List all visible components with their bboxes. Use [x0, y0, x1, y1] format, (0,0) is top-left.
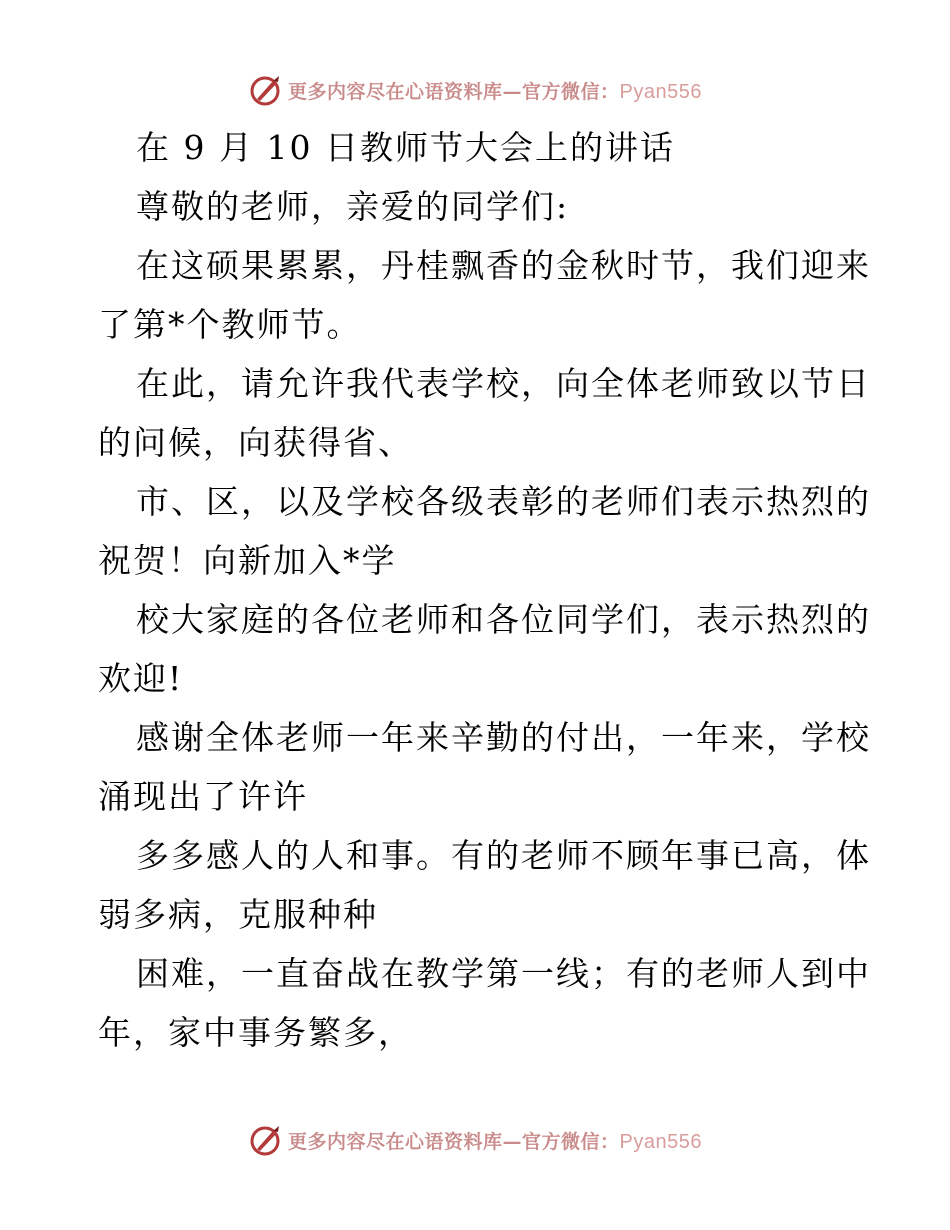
text-line: 祝贺！向新加入*学 — [98, 541, 397, 580]
text-line: 在这硕果累累，丹桂飘香的金秋时节，我们迎来 — [136, 246, 871, 285]
text-line: 弱多病，克服种种 — [98, 895, 378, 934]
text-line: 市、区，以及学校各级表彰的老师们表示热烈的 — [136, 482, 871, 521]
watermark-text: 更多内容尽在心语资料库—官方微信：Pyan556 — [288, 1130, 702, 1153]
text-line: 多多感人的人和事。有的老师不顾年事已高，体 — [136, 836, 871, 875]
watermark-text: 更多内容尽在心语资料库—官方微信：Pyan556 — [288, 80, 702, 103]
quill-seal-logo-icon — [248, 1123, 282, 1157]
text-line: 涌现出了许许 — [98, 777, 308, 816]
text-line: 困难，一直奋战在教学第一线；有的老师人到中 — [136, 954, 871, 993]
footer-watermark — [0, 1118, 950, 1162]
header-watermark — [0, 68, 950, 112]
text-line: 在此，请允许我代表学校，向全体老师致以节日 — [136, 364, 871, 403]
text-line: 年，家中事务繁多， — [98, 1013, 413, 1052]
text-line: 感谢全体老师一年来辛勤的付出，一年来，学校 — [136, 718, 871, 757]
text-line: 的问候，向获得省、 — [98, 423, 413, 462]
salutation: 尊敬的老师，亲爱的同学们: — [136, 187, 570, 226]
speech-body — [98, 118, 871, 1062]
text-line: 欢迎! — [98, 659, 184, 698]
quill-seal-logo-icon — [248, 73, 282, 107]
text-line: 了第*个教师节。 — [98, 305, 362, 344]
speech-title: 在 9 月 10 日教师节大会上的讲话 — [136, 128, 675, 167]
text-line: 校大家庭的各位老师和各位同学们，表示热烈的 — [136, 600, 871, 639]
